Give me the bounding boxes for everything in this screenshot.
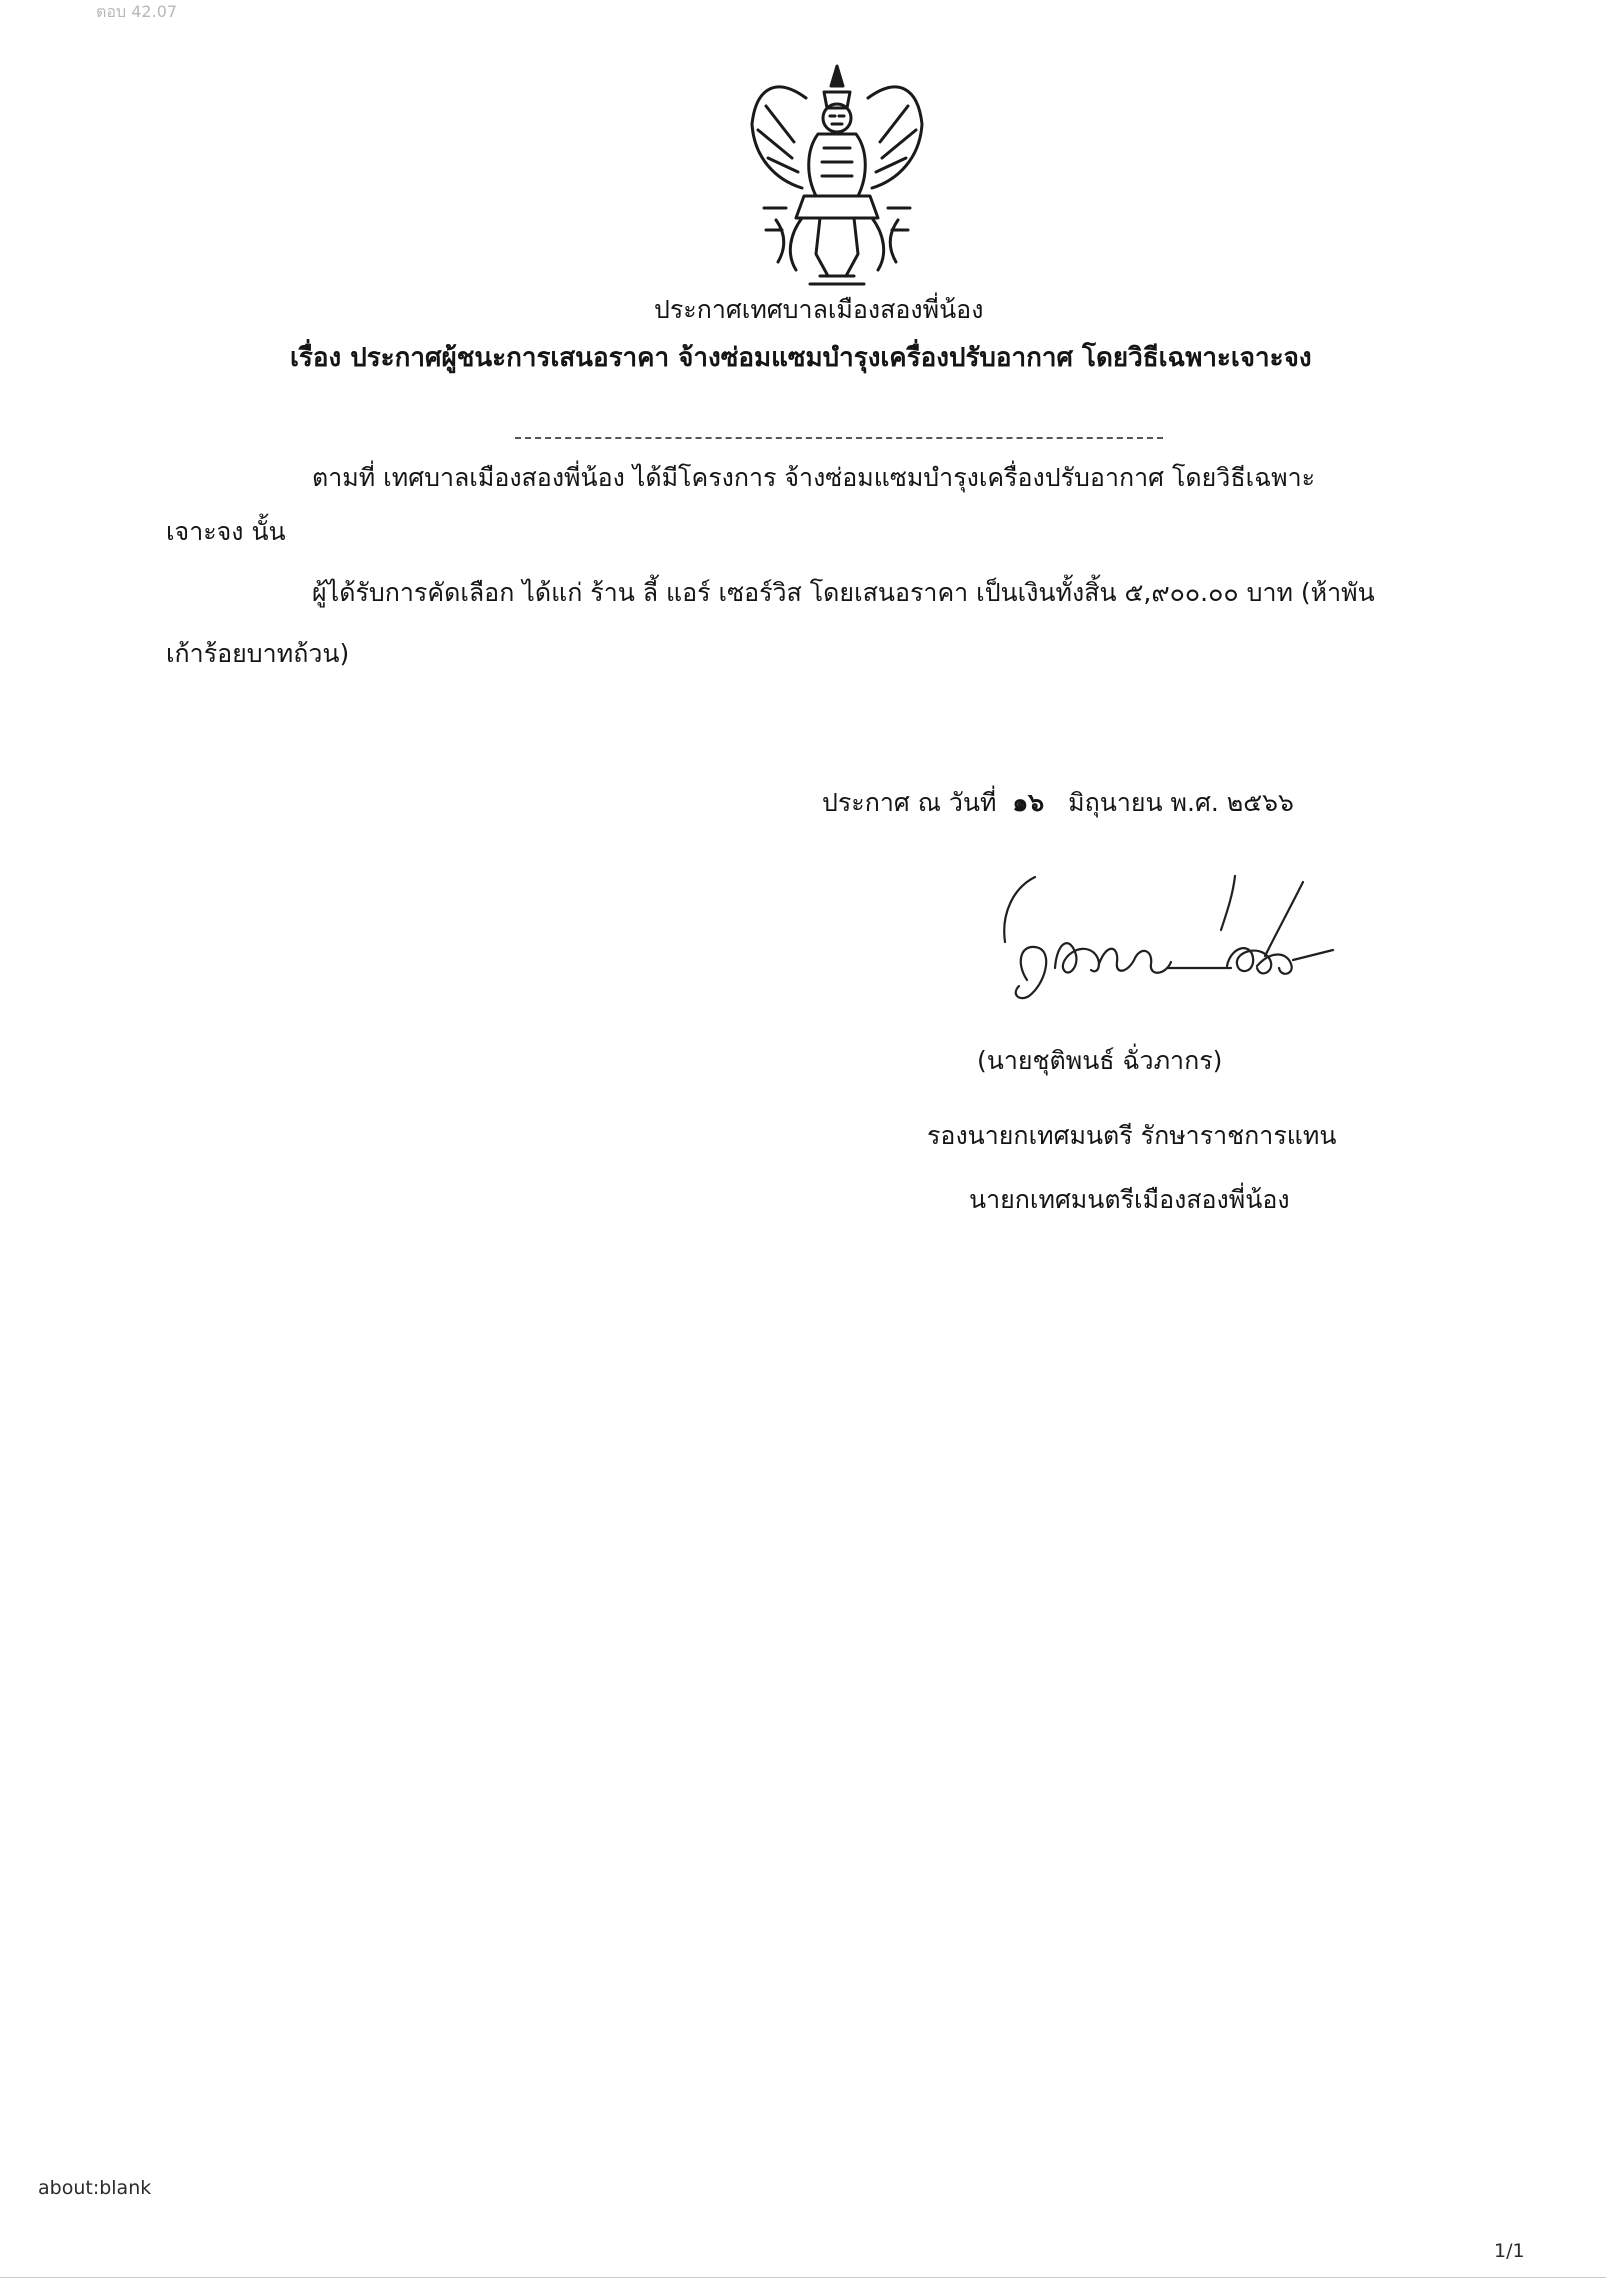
paragraph-2-line-2: เก้าร้อยบาทถ้วน) [166, 639, 350, 668]
paragraph-2-line-1: ผู้ได้รับการคัดเลือก ได้แก่ ร้าน ลี้ แอร์ เซอร์วิส โดยเสนอราคา เป็นเงินทั้งสิ้น ๕,๙๐๐.๐๐ บาท (ห้าพัน [312, 578, 1375, 607]
footer-page-number: 1/1 [1494, 2240, 1525, 2262]
signatory-name: (นายชุติพนธ์ ฉั่วภากร) [977, 1046, 1223, 1075]
signatory-position: รองนายกเทศมนตรี รักษาราชการแทน [927, 1121, 1337, 1150]
page-bottom-edge [0, 2277, 1606, 2278]
subject-line: เรื่อง ประกาศผู้ชนะการเสนอราคา จ้างซ่อมแซมบำรุงเครื่องปรับอากาศ โดยวิธีเฉพาะเจาะจง [290, 343, 1312, 373]
header-divider [515, 437, 1163, 439]
paragraph-1-line-1: ตามที่ เทศบาลเมืองสองพี่น้อง ได้มีโครงการ จ้างซ่อมแซมบำรุงเครื่องปรับอากาศ โดยวิธีเฉพาะ [312, 463, 1316, 492]
corner-fragment: ตอบ 42.07 [96, 2, 178, 21]
date-prefix: ประกาศ ณ วันที่ [822, 788, 997, 817]
date-month-year: มิถุนายน พ.ศ. ๒๕๖๖ [1068, 788, 1294, 817]
announcement-date [822, 790, 1294, 815]
date-day: ๑๖ [1012, 788, 1045, 817]
garuda-emblem [746, 58, 928, 292]
signatory-office: นายกเทศมนตรีเมืองสองพี่น้อง [969, 1185, 1290, 1214]
paragraph-1-line-2: เจาะจง นั้น [166, 517, 286, 546]
handwritten-signature [995, 872, 1360, 1007]
footer-url: about:blank [38, 2177, 152, 2199]
issuer-title: ประกาศเทศบาลเมืองสองพี่น้อง [654, 295, 984, 324]
